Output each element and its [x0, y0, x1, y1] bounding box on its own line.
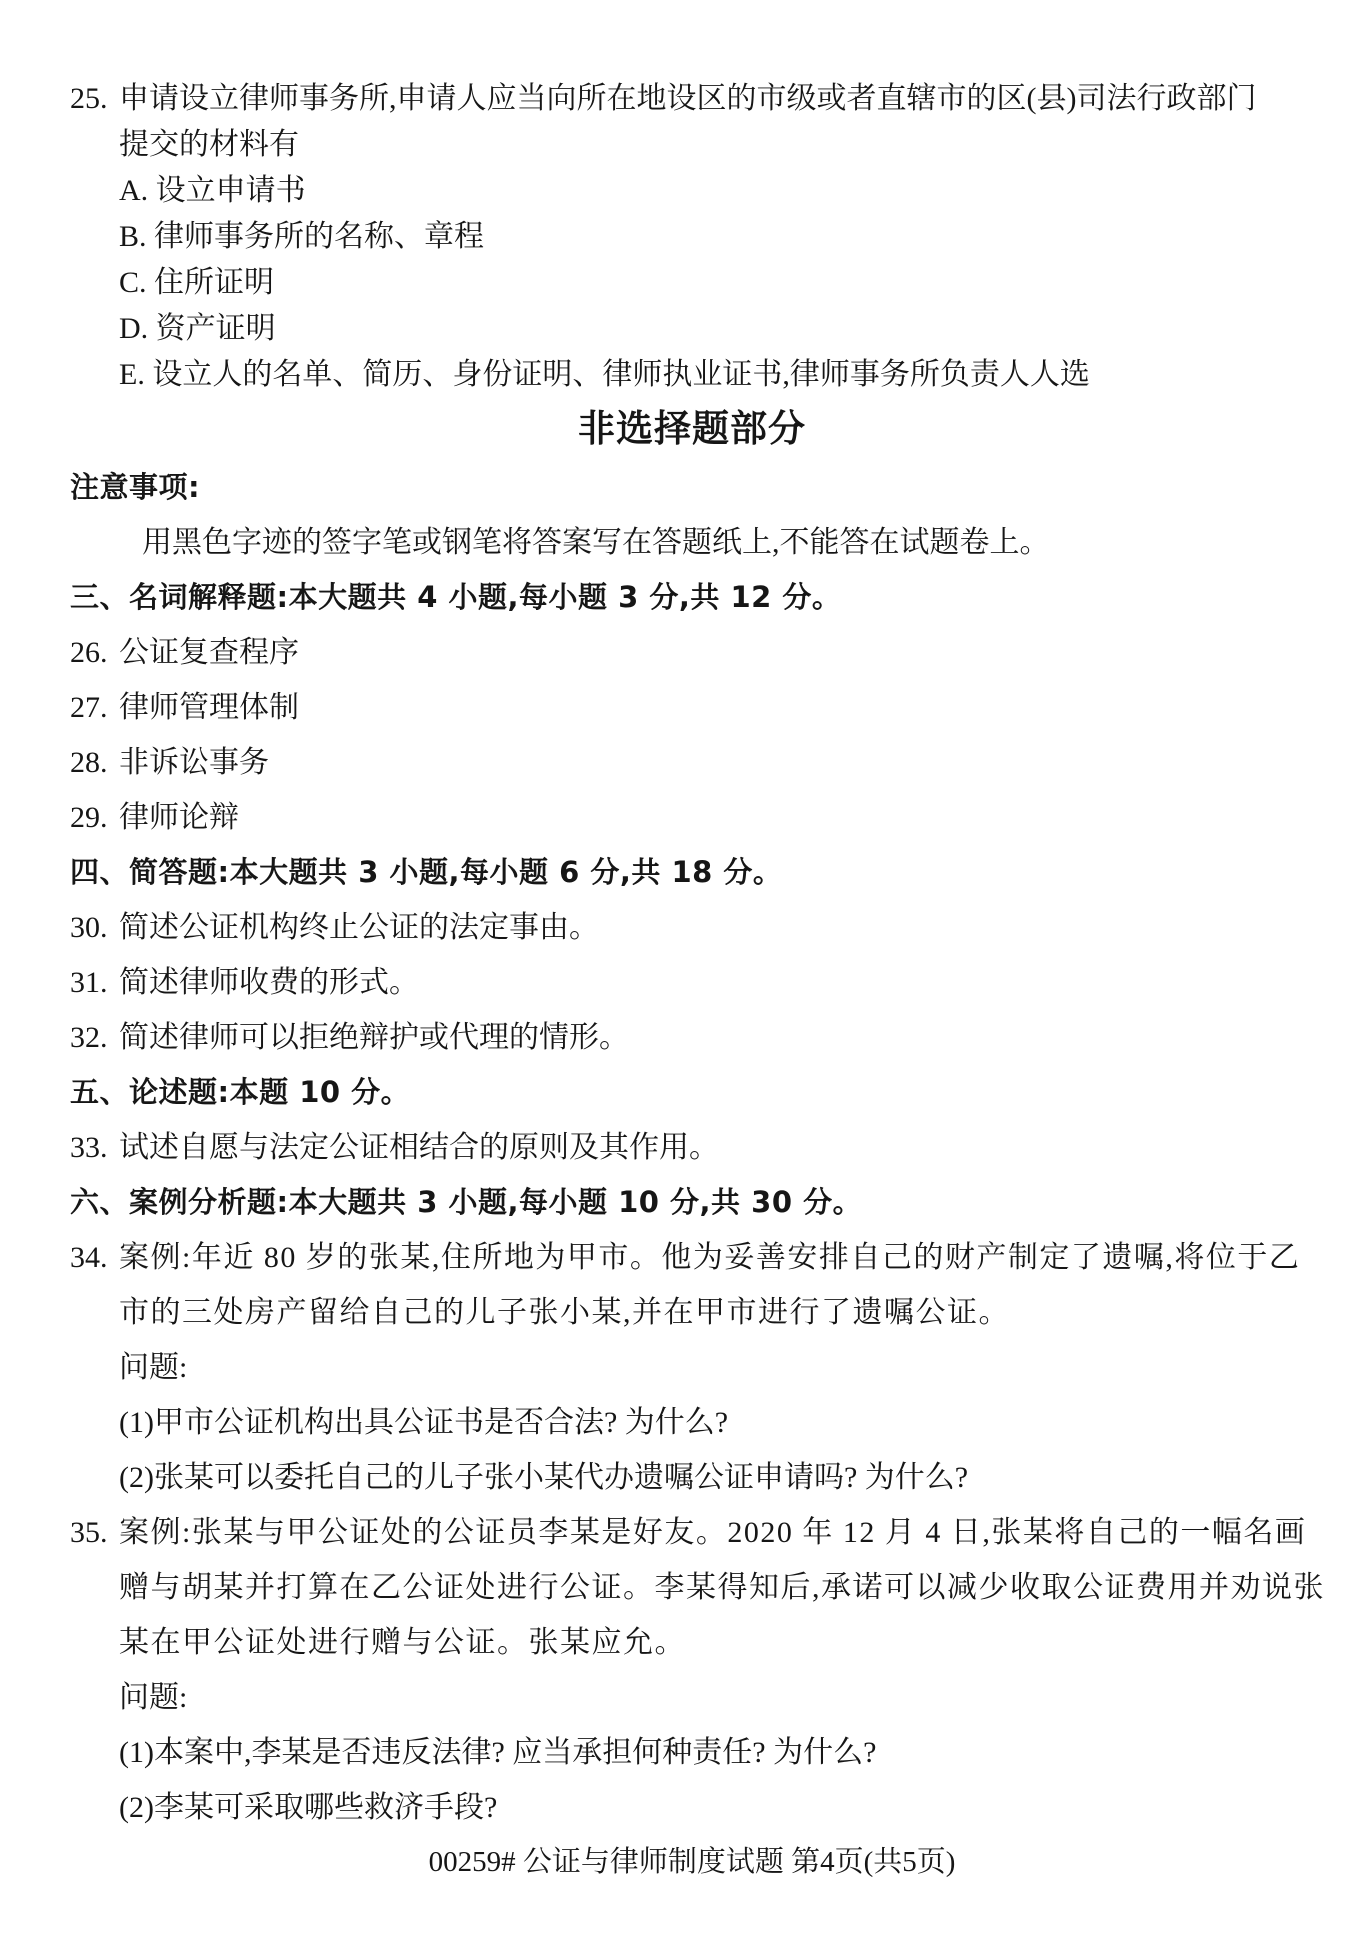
- question-34-case-text-1: 案例:年近 80 岁的张某,住所地为甲市。他为妥善安排自己的财产制定了遗嘱,将位于乙: [119, 1241, 1301, 1274]
- question-31: [70, 955, 1314, 1010]
- section-3-heading: 三、名词解释题:本大题共 4 小题,每小题 3 分,共 12 分。: [70, 580, 842, 614]
- question-35-case-text-1: 案例:张某与甲公证处的公证员李某是好友。2020 年 12 月 4 日,张某将自己的一幅名画: [119, 1516, 1307, 1549]
- question-28-text: 非诉讼事务: [119, 746, 269, 779]
- question-34-subquestion-1: (1)甲市公证机构出具公证书是否合法? 为什么?: [119, 1406, 729, 1439]
- question-35: [70, 1505, 1325, 1835]
- question-29: [70, 790, 1314, 845]
- question-25-stem-line-1: [70, 76, 1314, 122]
- question-25-number: 25.: [70, 82, 108, 115]
- question-34: [70, 1230, 1314, 1505]
- page-footer: 00259# 公证与律师制度试题 第4页(共5页): [428, 1846, 956, 1878]
- question-25-stem-line-2: 提交的材料有: [119, 128, 299, 161]
- question-28: [70, 735, 1314, 790]
- question-27-text: 律师管理体制: [119, 691, 299, 724]
- question-35-subquestion-1: (1)本案中,李某是否违反法律? 应当承担何种责任? 为什么?: [119, 1736, 877, 1769]
- question-32-text: 简述律师可以拒绝辩护或代理的情形。: [119, 1021, 629, 1054]
- question-25: [70, 76, 1314, 398]
- question-34-subquestion-2: (2)张某可以委托自己的儿子张小某代办遗嘱公证申请吗? 为什么?: [119, 1461, 969, 1494]
- question-29-text: 律师论辩: [119, 801, 239, 834]
- question-31-number: 31.: [70, 966, 108, 999]
- question-25-option-c: C. 住所证明: [119, 266, 275, 299]
- question-35-case-line-3: 某在甲公证处进行赠与公证。张某应允。: [119, 1626, 686, 1659]
- question-25-option-d: D. 资产证明: [119, 312, 276, 345]
- section-4-heading: 四、简答题:本大题共 3 小题,每小题 6 分,共 18 分。: [70, 855, 783, 889]
- section-6-case-analysis: [70, 1175, 1325, 1835]
- question-26: [70, 625, 1314, 680]
- question-26-number: 26.: [70, 636, 108, 669]
- question-25-option-e: E. 设立人的名单、简历、身份证明、律师执业证书,律师事务所负责人人选: [119, 358, 1090, 391]
- notice-text: 用黑色字迹的签字笔或钢笔将答案写在答题纸上,不能答在试题卷上。: [142, 526, 1050, 559]
- question-34-case-line-1: [70, 1230, 1314, 1285]
- section-5-essay: [70, 1065, 1314, 1175]
- question-28-number: 28.: [70, 746, 108, 779]
- question-27: [70, 680, 1314, 735]
- section-4-short-answer: [70, 845, 1314, 1065]
- notice-label: 注意事项:: [70, 470, 201, 504]
- section-3-term-explanation: [70, 570, 1314, 845]
- question-26-text: 公证复查程序: [119, 636, 299, 669]
- question-35-number: 35.: [70, 1516, 108, 1549]
- question-25-option-a: A. 设立申请书: [119, 174, 306, 207]
- question-35-questions-label: 问题:: [119, 1681, 188, 1714]
- question-32: [70, 1010, 1314, 1065]
- question-35-case-line-2: 赠与胡某并打算在乙公证处进行公证。李某得知后,承诺可以减少收取公证费用并劝说张: [119, 1571, 1325, 1604]
- question-34-number: 34.: [70, 1241, 108, 1274]
- question-33-text: 试述自愿与法定公证相结合的原则及其作用。: [119, 1131, 719, 1164]
- question-32-number: 32.: [70, 1021, 108, 1054]
- section-6-heading: 六、案例分析题:本大题共 3 小题,每小题 10 分,共 30 分。: [70, 1185, 863, 1219]
- question-27-number: 27.: [70, 691, 108, 724]
- question-30-text: 简述公证机构终止公证的法定事由。: [119, 911, 599, 944]
- question-35-subquestion-2: (2)李某可采取哪些救济手段?: [119, 1791, 498, 1824]
- question-34-questions-label: 问题:: [119, 1351, 188, 1384]
- question-33-number: 33.: [70, 1131, 108, 1164]
- question-33: [70, 1120, 1314, 1175]
- question-35-case-line-1: [70, 1505, 1314, 1560]
- notice: [70, 460, 1314, 570]
- question-25-stem-text: 申请设立律师事务所,申请人应当向所在地设区的市级或者直辖市的区(县)司法行政部门: [119, 82, 1257, 115]
- question-34-case-line-2: 市的三处房产留给自己的儿子张小某,并在甲市进行了遗嘱公证。: [119, 1296, 1010, 1329]
- section-5-heading: 五、论述题:本题 10 分。: [70, 1075, 411, 1109]
- question-29-number: 29.: [70, 801, 108, 834]
- question-30: [70, 900, 1314, 955]
- question-30-number: 30.: [70, 911, 108, 944]
- question-31-text: 简述律师收费的形式。: [119, 966, 419, 999]
- question-25-option-b: B. 律师事务所的名称、章程: [119, 220, 485, 253]
- section-part-title: 非选择题部分: [578, 407, 806, 450]
